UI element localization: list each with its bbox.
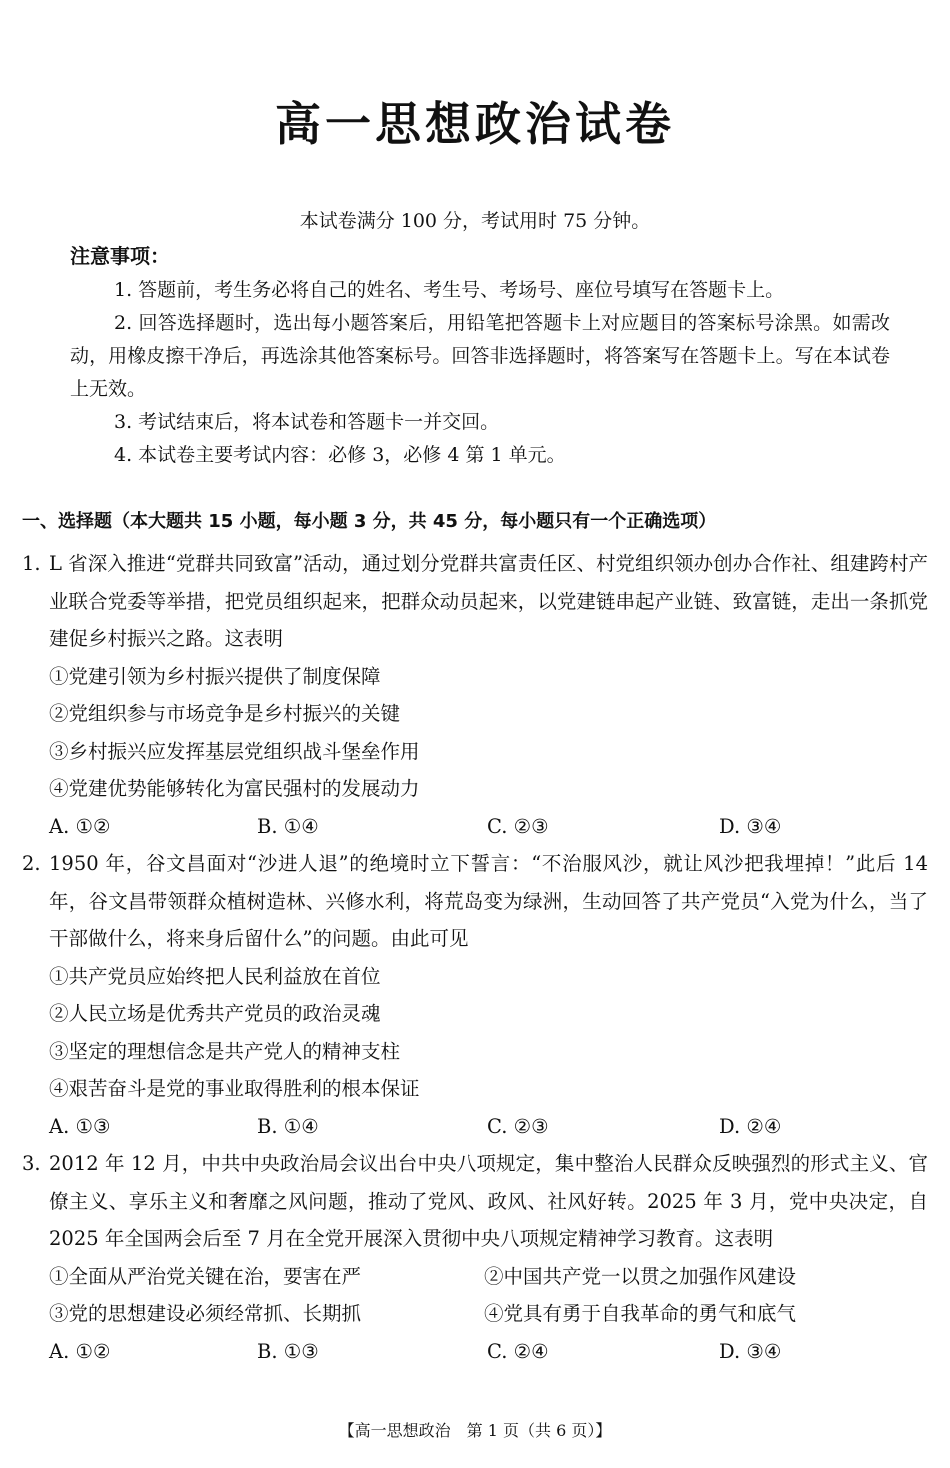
notice-item: 4. 本试卷主要考试内容：必修 3，必修 4 第 1 单元。 <box>114 444 566 466</box>
notice-item: 2. 回答选择题时，选出每小题答案后，用铅笔把答题卡上对应题目的答案标号涂黑。如需改动，用橡皮擦干净后，再选涂其他答案标号。回答非选择题时，将答案写在答题卡上。写在本试卷上无效。 <box>70 312 890 400</box>
question-number: 3. <box>22 1152 41 1175</box>
page-title: 高一思想政治试卷 <box>275 97 675 151</box>
answer-choice-b: B. ①④ <box>257 1114 319 1138</box>
answer-choice-c: C. ②④ <box>487 1339 549 1363</box>
option-item: ④党具有勇于自我革命的勇气和底气 <box>484 1302 797 1325</box>
question-number: 2. <box>22 852 41 875</box>
page-footer: 【高一思想政治 第 1 页（共 6 页）】 <box>338 1421 612 1440</box>
question-1 <box>22 545 928 845</box>
option-item: ④艰苦奋斗是党的事业取得胜利的根本保证 <box>49 1077 420 1100</box>
answer-choice-b: B. ①③ <box>257 1339 319 1363</box>
question-number: 1. <box>22 552 41 575</box>
notice-item: 1. 答题前，考生务必将自己的姓名、考生号、考场号、座位号填写在答题卡上。 <box>114 279 785 301</box>
answer-choices <box>22 1108 928 1146</box>
answer-choice-c: C. ②③ <box>487 814 549 838</box>
option-item: ①共产党员应始终把人民利益放在首位 <box>49 964 381 988</box>
notice-item: 3. 考试结束后，将本试卷和答题卡一并交回。 <box>114 411 500 433</box>
question-text: 1950 年，谷文昌面对“沙进人退”的绝境时立下誓言：“不治服风沙，就让风沙把我埋掉！”此后 14 年，谷文昌带领群众植树造林、兴修水利，将荒岛变为绿洲，生动回答了共产党员“入党为什么，当了干部做什么，将来身后留什么”的问题。由此可见 <box>49 852 928 950</box>
question-2 <box>22 845 928 1145</box>
option-item: ④党建优势能够转化为富民强村的发展动力 <box>49 777 420 800</box>
option-item: ①全面从严治党关键在治，要害在严 <box>49 1264 362 1288</box>
option-item: ③党的思想建设必须经常抓、长期抓 <box>49 1302 362 1325</box>
answer-choice-d: D. ②④ <box>719 1114 782 1138</box>
option-item: ②党组织参与市场竞争是乡村振兴的关键 <box>49 702 401 725</box>
option-item: ②中国共产党一以贯之加强作风建设 <box>484 1264 797 1288</box>
question-text: L 省深入推进“党群共同致富”活动，通过划分党群共富责任区、村党组织领办创办合作社、组建跨村产业联合党委等举措，把党员组织起来，把群众动员起来，以党建链串起产业链、致富链，走出一条抓党建促乡村振兴之路。这表明 <box>49 552 928 650</box>
exam-info: 本试卷满分 100 分，考试用时 75 分钟。 <box>299 210 651 232</box>
notice-list <box>70 274 890 472</box>
answer-choice-c: C. ②③ <box>487 1114 549 1138</box>
answer-choices <box>22 808 928 846</box>
question-list <box>22 545 928 1370</box>
option-item: ③坚定的理想信念是共产党人的精神支柱 <box>49 1039 401 1063</box>
question-stem <box>22 545 928 658</box>
answer-choice-d: D. ③④ <box>719 814 782 838</box>
answer-choice-a: A. ①② <box>49 814 111 838</box>
answer-choice-a: A. ①② <box>49 1339 111 1363</box>
option-item: ②人民立场是优秀共产党员的政治灵魂 <box>49 1002 381 1025</box>
answer-choice-a: A. ①③ <box>49 1114 111 1138</box>
answer-choice-b: B. ①④ <box>257 814 319 838</box>
question-3 <box>22 1145 928 1370</box>
notice-heading: 注意事项： <box>70 244 170 268</box>
question-stem <box>22 845 928 958</box>
answer-choice-d: D. ③④ <box>719 1339 782 1363</box>
question-text: 2012 年 12 月，中共中央政治局会议出台中央八项规定，集中整治人民群众反映强烈的形式主义、官僚主义、享乐主义和奢靡之风问题，推动了党风、政风、社风好转。2025 年 3 月，党中央决定，自 2025 年全国两会后至 7 月在全党开展深入贯彻中央八项规定精神学习教育。这表明 <box>49 1152 928 1250</box>
option-item: ③乡村振兴应发挥基层党组织战斗堡垒作用 <box>49 739 420 763</box>
option-item: ①党建引领为乡村振兴提供了制度保障 <box>49 664 381 688</box>
section-heading: 一、选择题（本大题共 15 小题，每小题 3 分，共 45 分，每小题只有一个正确选项） <box>22 511 717 532</box>
question-stem <box>22 1145 928 1258</box>
option-grid <box>22 1258 928 1333</box>
answer-choices <box>22 1333 928 1371</box>
